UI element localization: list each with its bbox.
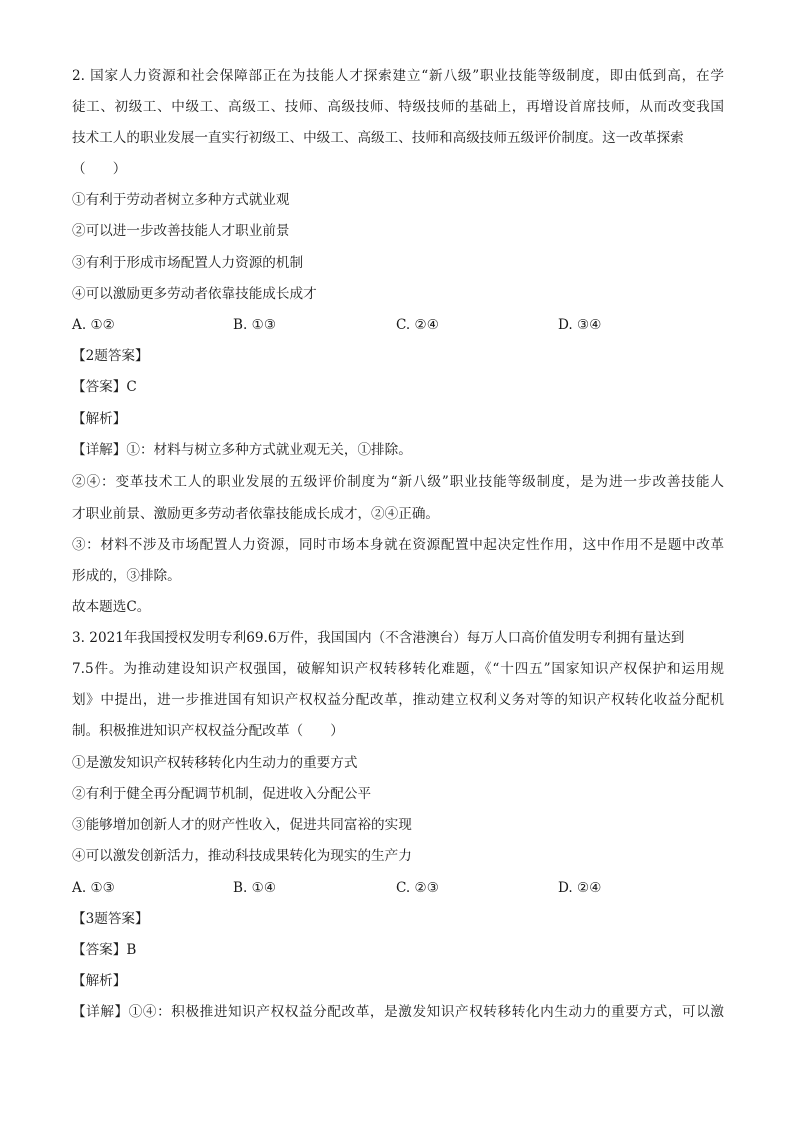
- q2-answer: 【答案】C: [72, 379, 137, 395]
- q2-stem-line-2: 徒工、初级工、中级工、高级工、技师、高级技师、特级技师的基础上，再增设首席技师，从而改变我国: [72, 99, 724, 115]
- q3-analysis-header: 【解析】: [72, 973, 127, 989]
- q3-option-d: D. ②④: [558, 880, 602, 896]
- q2-analysis-line-6: 故本题选C。: [72, 599, 151, 615]
- q3-item-4: ④可以激发创新活力，推动科技成果转化为现实的生产力: [72, 848, 412, 864]
- q2-analysis-line-4: ③：材料不涉及市场配置人力资源，同时市场本身就在资源配置中起决定性作用，这中作用不是题中改革: [72, 537, 724, 553]
- q3-option-c: C. ②③: [396, 880, 439, 896]
- q2-analysis-line-5: 形成的，③排除。: [72, 568, 181, 584]
- q3-stem-line-4: 制。积极推进知识产权权益分配改革（ ）: [72, 723, 344, 739]
- q2-option-d: D. ③④: [558, 317, 602, 333]
- q2-option-a: A. ①②: [72, 317, 115, 333]
- q2-option-b: B. ①③: [233, 317, 277, 333]
- q2-stem-line-3: 技术工人的职业发展一直实行初级工、中级工、高级工、技师和高级技师五级评价制度。这一改革探索: [72, 130, 684, 146]
- q2-answer-header: 【2题答案】: [72, 348, 149, 364]
- q3-stem-line-1: 3. 2021年我国授权发明专利69.6万件，我国国内（不含港澳台）每万人口高价值发明专利拥有量达到: [72, 630, 685, 646]
- q3-answer: 【答案】B: [72, 942, 137, 958]
- q3-stem-line-3: 划》中提出，进一步推进国有知识产权权益分配改革，推动建立权利义务对等的知识产权转化收益分配机: [72, 692, 724, 708]
- q3-item-2: ②有利于健全再分配调节机制，促进收入分配公平: [72, 786, 372, 802]
- q2-item-4: ④可以激励更多劳动者依靠技能成长成才: [72, 286, 317, 302]
- q2-item-1: ①有利于劳动者树立多种方式就业观: [72, 192, 290, 208]
- q2-item-3: ③有利于形成市场配置人力资源的机制: [72, 255, 304, 271]
- q3-stem-line-2: 7.5件。为推动建设知识产权强国，破解知识产权转移转化难题，《“十四五”国家知识产权保护和运用规: [72, 661, 724, 677]
- q3-answer-header: 【3题答案】: [72, 911, 149, 927]
- q3-item-1: ①是激发知识产权转移转化内生动力的重要方式: [72, 755, 358, 771]
- q3-option-b: B. ①④: [233, 880, 277, 896]
- q2-option-c: C. ②④: [396, 317, 439, 333]
- q3-option-a: A. ①③: [72, 880, 115, 896]
- q2-analysis-line-3: 才职业前景、激励更多劳动者依靠技能成长成才，②④正确。: [72, 506, 440, 522]
- q3-item-3: ③能够增加创新人才的财产性收入，促进共同富裕的实现: [72, 817, 412, 833]
- q2-stem-line-4: （ ）: [72, 161, 127, 177]
- q2-item-2: ②可以进一步改善技能人才职业前景: [72, 223, 290, 239]
- q2-analysis-line-2: ②④：变革技术工人的职业发展的五级评价制度为“新八级”职业技能等级制度，是为进一步改善技能人: [72, 474, 724, 490]
- q2-stem-line-1: 2. 国家人力资源和社会保障部正在为技能人才探索建立“新八级”职业技能等级制度，即由低到高，在学: [72, 68, 724, 84]
- q2-analysis-header: 【解析】: [72, 411, 127, 427]
- q2-analysis-line-1: 【详解】①：材料与树立多种方式就业观无关，①排除。: [72, 442, 412, 458]
- q3-analysis-line-1: 【详解】①④：积极推进知识产权权益分配改革，是激发知识产权转移转化内生动力的重要方式，可以激: [72, 1004, 724, 1020]
